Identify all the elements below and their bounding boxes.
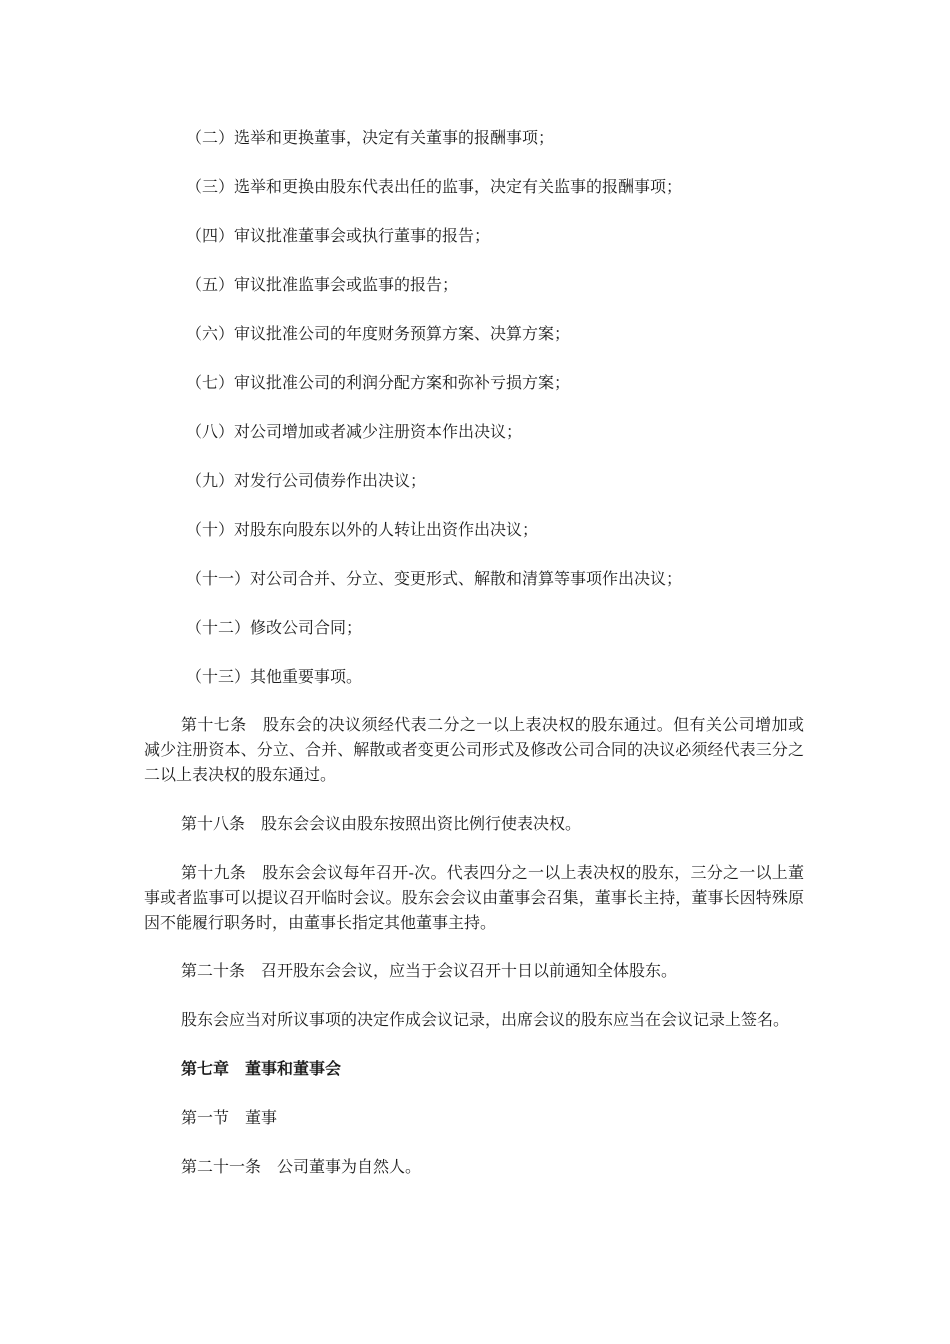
article-17-paragraph: 第十七条 股东会的决议须经代表二分之一以上表决权的股东通过。但有关公司增加或减少注册资本、分立、合并、解散或者变更公司形式及修改公司合同的决议必须经代表三分之二以上表决权的股东通过。 xyxy=(144,715,804,784)
section-heading: 第一节 董事 xyxy=(181,1108,278,1127)
list-item: （八）对公司增加或者减少注册资本作出决议； xyxy=(186,422,523,441)
article-19-paragraph: 第十九条 股东会会议每年召开-次。代表四分之一以上表决权的股东，三分之一以上董事或者监事可以提议召开临时会议。股东会会议由董事会召集，董事长主持，董事长因特殊原因不能履行职务时，由董事长指定其他董事主持。 xyxy=(144,863,804,932)
list-item: （十一）对公司合并、分立、变更形式、解散和清算等事项作出决议； xyxy=(186,569,683,588)
list-item: （四）审议批准董事会或执行董事的报告； xyxy=(186,226,491,245)
list-item: （九）对发行公司债券作出决议； xyxy=(186,471,427,490)
list-item: （十）对股东向股东以外的人转让出资作出决议； xyxy=(186,520,539,539)
list-item: （十二）修改公司合同； xyxy=(186,618,363,637)
list-item: （十三）其他重要事项。 xyxy=(186,667,363,686)
meeting-record-paragraph: 股东会应当对所议事项的决定作成会议记录，出席会议的股东应当在会议记录上签名。 xyxy=(181,1010,790,1029)
list-item: （六）审议批准公司的年度财务预算方案、决算方案； xyxy=(186,324,571,343)
list-item: （三）选举和更换由股东代表出任的监事，决定有关监事的报酬事项； xyxy=(186,177,683,196)
chapter-heading: 第七章 董事和董事会 xyxy=(181,1059,342,1078)
article-21-paragraph: 第二十一条 公司董事为自然人。 xyxy=(181,1157,422,1176)
list-item: （七）审议批准公司的利润分配方案和弥补亏损方案； xyxy=(186,373,571,392)
article-18-paragraph: 第十八条 股东会会议由股东按照出资比例行使表决权。 xyxy=(181,814,582,833)
list-item: （五）审议批准监事会或监事的报告； xyxy=(186,275,459,294)
list-item: （二）选举和更换董事，决定有关董事的报酬事项； xyxy=(186,128,555,147)
article-20-paragraph: 第二十条 召开股东会会议，应当于会议召开十日以前通知全体股东。 xyxy=(181,961,678,980)
